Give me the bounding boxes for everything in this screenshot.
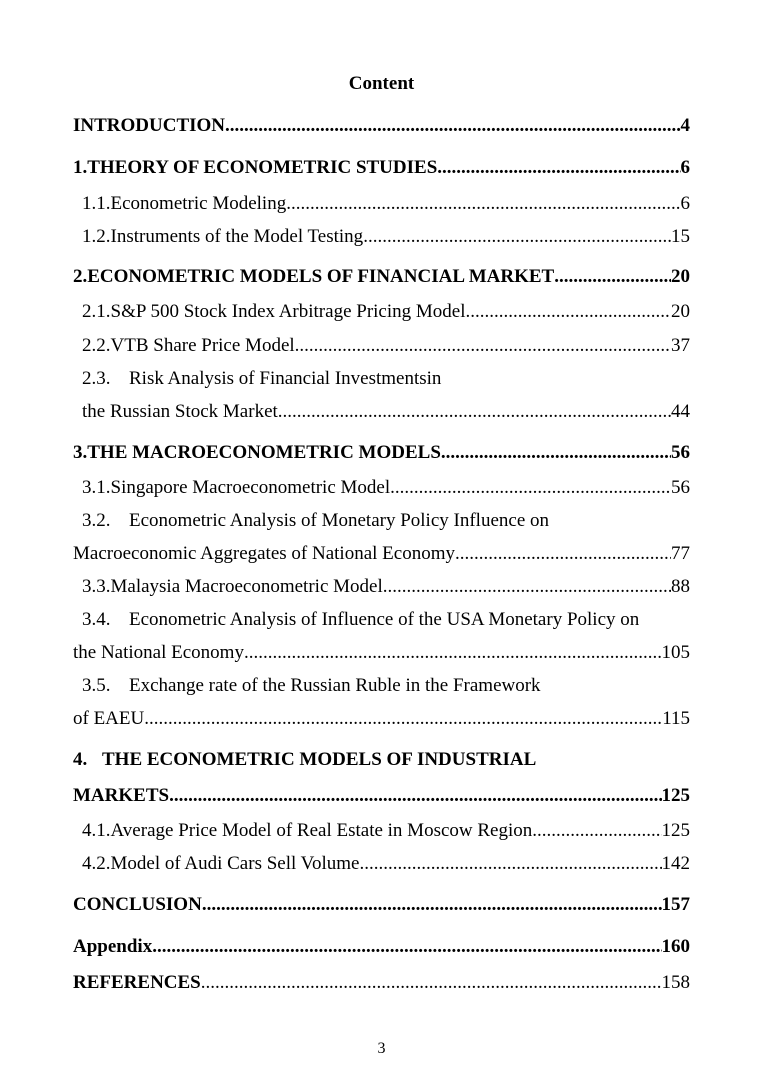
leader-dots: [286, 192, 680, 216]
toc-entry-chapter-4[interactable]: [73, 748, 690, 772]
toc-entry-references[interactable]: [73, 971, 690, 995]
toc-entry-title: Singapore Macroeconometric Model: [110, 477, 391, 498]
toc-entry-page: 6: [680, 193, 690, 214]
toc-entry-number: 3.: [73, 442, 88, 463]
toc-entry-section-4-2[interactable]: [82, 852, 690, 876]
toc-entry-title: Econometric Modeling: [110, 193, 287, 214]
leader-dots: [390, 476, 671, 500]
toc-entry-title: THEORY OF ECONOMETRIC STUDIES: [87, 157, 438, 178]
toc-entry-title: Econometric Analysis of Monetary Policy Influence on: [129, 510, 550, 531]
toc-entry-title: INTRODUCTION: [73, 115, 226, 136]
toc-entry-title: the National Economy: [73, 642, 244, 663]
toc-entry-page: 56: [671, 442, 690, 463]
toc-entry-title: of EAEU: [73, 708, 145, 729]
toc-entry-number: 4.2.: [82, 853, 111, 874]
toc-entry-title: Exchange rate of the Russian Ruble in the Framework: [129, 675, 541, 696]
leader-dots: [383, 575, 671, 599]
toc-entry-number: 3.2.: [82, 510, 111, 531]
toc-entry-number: 3.1.: [82, 477, 111, 498]
toc-entry-page: 157: [661, 894, 690, 915]
toc-entry-number: 4.: [73, 749, 88, 770]
toc-entry-chapter-2[interactable]: [73, 265, 690, 289]
page-title: Content: [348, 73, 415, 94]
toc-entry-number: 3.3.: [82, 576, 111, 597]
toc-entry-number: 1.: [73, 157, 88, 178]
toc-entry-title: Appendix: [73, 936, 153, 957]
toc-entry-page: 125: [661, 820, 690, 841]
leader-dots: [278, 400, 671, 424]
toc-entry-page: 115: [662, 708, 690, 729]
leader-dots: [532, 819, 661, 843]
toc-entry-page: 20: [671, 266, 690, 287]
toc-entry-page: 125: [661, 785, 690, 806]
toc-entry-number: 2.3.: [82, 368, 111, 389]
toc-entry-page: 4: [680, 115, 690, 136]
toc-entry-chapter-4-cont[interactable]: [73, 784, 690, 808]
toc-entry-page: 105: [661, 642, 690, 663]
toc-entry-title: THE ECONOMETRIC MODELS OF INDUSTRIAL: [102, 749, 537, 770]
toc-entry-section-3-1[interactable]: [82, 476, 690, 500]
toc-entry-page: 44: [671, 401, 690, 422]
toc-entry-section-3-5[interactable]: [82, 674, 690, 698]
toc-entry-appendix[interactable]: [73, 935, 690, 959]
toc-entry-title: MARKETS: [73, 785, 170, 806]
toc-entry-conclusion[interactable]: [73, 893, 690, 917]
toc-entry-number: 1.1.: [82, 193, 111, 214]
leader-dots: [363, 225, 671, 249]
leader-dots: [437, 156, 680, 180]
leader-dots: [554, 265, 671, 289]
toc-entry-title: S&P 500 Stock Index Arbitrage Pricing Model: [110, 301, 466, 322]
toc-entry-title: Model of Audi Cars Sell Volume: [110, 853, 360, 874]
toc-entry-title: REFERENCES: [73, 972, 201, 993]
toc-entry-title: CONCLUSION: [73, 894, 202, 915]
toc-entry-section-4-1[interactable]: [82, 819, 690, 843]
toc-entry-page: 142: [661, 853, 690, 874]
toc-entry-section-3-5-cont[interactable]: [73, 707, 690, 731]
toc-entry-page: 158: [661, 972, 690, 993]
toc-entry-title: Macroeconomic Aggregates of National Economy: [73, 543, 455, 564]
toc-entry-chapter-1[interactable]: [73, 156, 690, 180]
toc-entry-page: 37: [671, 335, 690, 356]
toc-entry-section-2-1[interactable]: [82, 300, 690, 324]
toc-entry-title: VTB Share Price Model: [110, 335, 295, 356]
leader-dots: [225, 114, 680, 138]
toc-entry-introduction[interactable]: [73, 114, 690, 138]
toc-entry-page: 15: [671, 226, 690, 247]
toc-entry-section-3-4-cont[interactable]: [73, 641, 690, 665]
toc-entry-page: 20: [671, 301, 690, 322]
toc-entry-title: THE MACROECONOMETRIC MODELS: [87, 442, 441, 463]
toc-entry-page: 6: [680, 157, 690, 178]
toc-entry-number: 2.1.: [82, 301, 111, 322]
toc-entry-section-2-3-cont[interactable]: [82, 400, 690, 424]
leader-dots: [466, 300, 672, 324]
toc-entry-title: the Russian Stock Market: [82, 401, 278, 422]
toc-entry-section-1-1[interactable]: [82, 192, 690, 216]
toc-entry-page: 160: [661, 936, 690, 957]
page-number: 3: [377, 1040, 386, 1057]
leader-dots: [244, 641, 662, 665]
toc-entry-section-3-3[interactable]: [82, 575, 690, 599]
leader-dots: [441, 441, 671, 465]
toc-entry-section-3-4[interactable]: [82, 608, 690, 632]
toc-entry-page: 88: [671, 576, 690, 597]
toc-entry-number: 2.: [73, 266, 88, 287]
toc-entry-number: 3.5.: [82, 675, 111, 696]
toc-entry-number: 2.2.: [82, 335, 111, 356]
leader-dots: [455, 542, 671, 566]
toc-entry-page: 56: [671, 477, 690, 498]
toc-entry-title: Econometric Analysis of Influence of the USA Monetary Policy on: [129, 609, 640, 630]
leader-dots: [359, 852, 661, 876]
toc-entry-title: Average Price Model of Real Estate in Moscow Region: [110, 820, 533, 841]
toc-entry-title: Risk Analysis of Financial Investmentsin: [129, 368, 442, 389]
leader-dots: [144, 707, 662, 731]
toc-entry-title: Malaysia Macroeconometric Model: [110, 576, 383, 597]
toc-entry-section-3-2-cont[interactable]: [73, 542, 690, 566]
toc-entry-number: 4.1.: [82, 820, 111, 841]
toc-entry-title: ECONOMETRIC MODELS OF FINANCIAL MARKET: [87, 266, 555, 287]
leader-dots: [152, 935, 661, 959]
leader-dots: [201, 971, 662, 995]
toc-entry-chapter-3[interactable]: [73, 441, 690, 465]
toc-entry-section-2-2[interactable]: [82, 334, 690, 358]
toc-entry-page: 77: [671, 543, 690, 564]
leader-dots: [202, 893, 662, 917]
toc-entry-section-2-3[interactable]: [82, 367, 690, 391]
toc-entry-title: Instruments of the Model Testing: [110, 226, 364, 247]
toc-entry-section-1-2[interactable]: [82, 225, 690, 249]
leader-dots: [295, 334, 671, 358]
leader-dots: [169, 784, 661, 808]
toc-entry-number: 3.4.: [82, 609, 111, 630]
toc-entry-number: 1.2.: [82, 226, 111, 247]
toc-entry-section-3-2[interactable]: [82, 509, 690, 533]
